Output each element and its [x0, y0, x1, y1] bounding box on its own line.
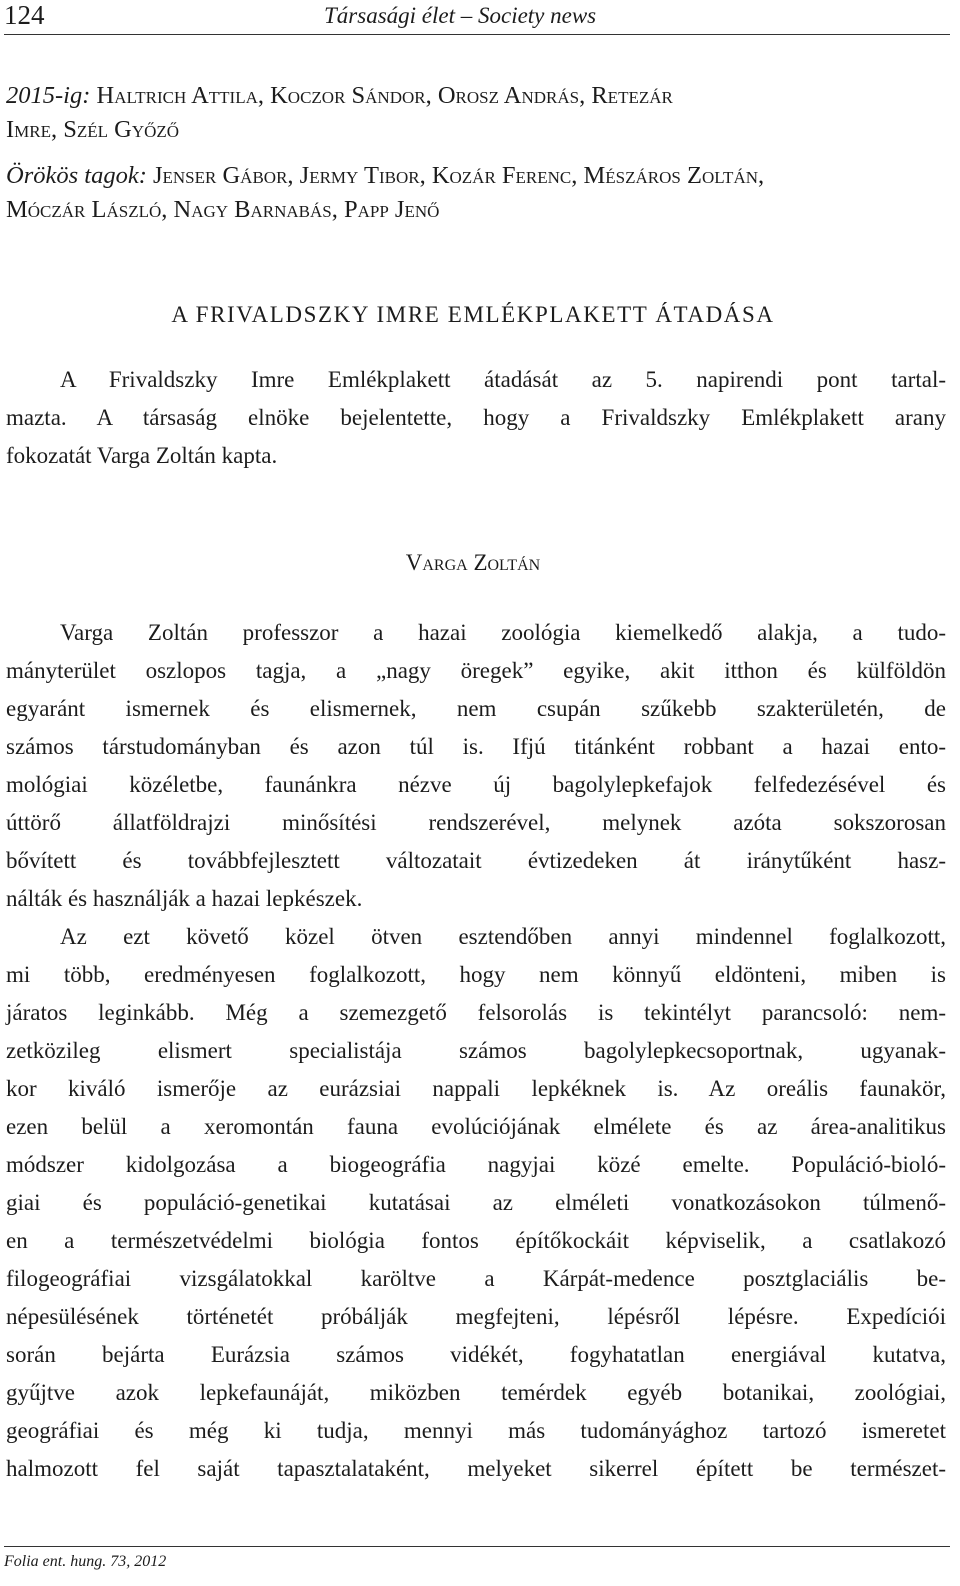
- text-line: járatos leginkább. Még a szemezgető felsorolás is tekintélyt parancsoló: nem-: [6, 1000, 946, 1025]
- text-line: egyaránt ismernek és elismernek, nem csupán szűkebb szakterületén, de: [6, 696, 946, 721]
- text-line: során bejárta Eurázsia számos vidékét, fogyhatatlan energiával kutatva,: [6, 1342, 946, 1367]
- text-line: filogeográfiai vizsgálatokkal karöltve a Kárpát-medence posztglaciális be-: [6, 1266, 946, 1291]
- text-line: giai és populáció-genetikai kutatásai az elméleti vonatkozásokon túlmenő-: [6, 1190, 946, 1215]
- text-line: Az ezt követő közel ötven esztendőben annyi mindennel foglalkozott,: [60, 924, 946, 949]
- text-line: halmozott fel saját tapasztalataként, melyeket sikerrel épített be természet-: [6, 1456, 946, 1481]
- text-line: úttörő állatföldrajzi minősítési rendszerével, melynek azóta sokszorosan: [6, 810, 946, 835]
- text-line: ezen belül a xeromontán fauna evolúciójának elmélete és az área-analitikus: [6, 1114, 946, 1139]
- text-line: en a természetvédelmi biológia fontos építőkockáit képviselik, a csatlakozó: [6, 1228, 946, 1253]
- members-lead: 2015-ig:: [6, 82, 91, 109]
- members-line: [6, 114, 952, 146]
- members-names: Haltrich Attila, Koczor Sándor, Orosz András, Retezár: [96, 82, 673, 109]
- section-heading: A FRIVALDSZKY IMRE EMLÉKPLAKETT ÁTADÁSA: [171, 302, 775, 327]
- text-line: mányterület oszlopos tagja, a „nagy öregek” egyike, akit itthon és külföldön: [6, 658, 946, 683]
- header-rule: [4, 34, 950, 35]
- members-line: [6, 160, 952, 192]
- text-line: mológiai közéletbe, faunánkra nézve új bagolylepkefajok felfedezésével és: [6, 772, 946, 797]
- text-line: mazta. A társaság elnöke bejelentette, hogy a Frivaldszky Emlékplakett arany: [6, 405, 946, 430]
- text-line: nálták és használják a hazai lepkészek.: [6, 886, 363, 911]
- text-line: Varga Zoltán professzor a hazai zoológia kiemelkedő alakja, a tudo-: [60, 620, 946, 645]
- running-title: Társasági élet – Society news: [324, 3, 597, 28]
- members-names: Jenser Gábor, Jermy Tibor, Kozár Ferenc, Mészáros Zoltán,: [152, 162, 765, 189]
- person-subheading: Varga Zoltán: [405, 550, 541, 575]
- running-head: [4, 0, 950, 34]
- text-line: bővített és továbbfejlesztett változatait évtizedeken át iránytűként hasz-: [6, 848, 946, 873]
- members-line: [6, 80, 952, 112]
- text-line: módszer kidolgozása a biogeográfia nagyjai közé emelte. Populáció-bioló-: [6, 1152, 946, 1177]
- members-lead: Örökös tagok:: [6, 162, 147, 189]
- text-line: gyűjtve azok lepkefaunáját, miközben temérdek egyéb botanikai, zoológiai,: [6, 1380, 946, 1405]
- members-names: Móczár László, Nagy Barnabás, Papp Jenő: [6, 196, 440, 223]
- text-line: számos társtudományban és azon túl is. Ifjú titánként robbant a hazai ento-: [6, 734, 946, 759]
- page-footer: [4, 1546, 950, 1571]
- text-line: A Frivaldszky Imre Emlékplakett átadását az 5. napirendi pont tartal-: [60, 367, 946, 392]
- page-number: 124: [4, 0, 45, 30]
- text-line: mi több, eredményesen foglalkozott, hogy nem könnyű eldönteni, miben is: [6, 962, 946, 987]
- members-names: Imre, Szél Győző: [6, 116, 180, 143]
- text-line: zetközileg elismert specialistája számos bagolylepkecsoportnak, ugyanak-: [6, 1038, 946, 1063]
- text-line: geográfiai és még ki tudja, mennyi más tudományághoz tartozó ismeretet: [6, 1418, 946, 1443]
- journal-citation: Folia ent. hung. 73, 2012: [4, 1553, 167, 1570]
- members-line: [6, 194, 952, 226]
- text-line: fokozatát Varga Zoltán kapta.: [6, 443, 278, 468]
- text-line: népesülésének történetét próbálják megfejteni, lépésről lépésre. Expedíciói: [6, 1304, 946, 1329]
- text-line: kor kiváló ismerője az eurázsiai nappali lepkéknek is. Az oreális faunakör,: [6, 1076, 946, 1101]
